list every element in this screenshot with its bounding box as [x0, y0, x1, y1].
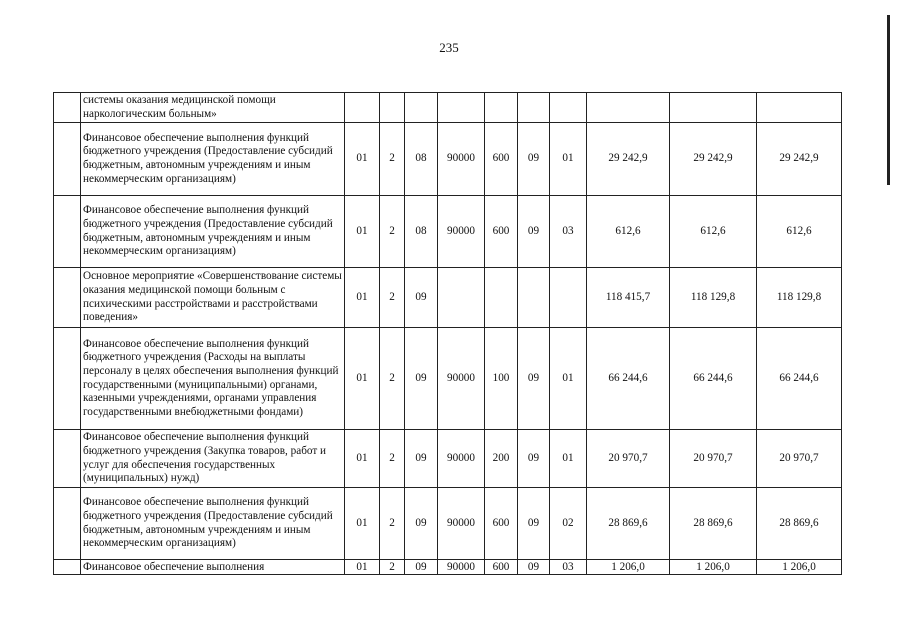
- code-cell: [438, 93, 485, 123]
- code-cell: 01: [345, 488, 380, 560]
- code-cell: [550, 93, 587, 123]
- amount-cell: [587, 93, 670, 123]
- scan-edge-mark: [887, 15, 890, 185]
- code-cell: 01: [345, 560, 380, 575]
- item-name-cell: Финансовое обеспечение выполнения функций бюджетного учреждения (Предоставление субсидий бюджетным, автономным учреждениям и иным некоммерческим организациям): [81, 123, 345, 196]
- code-cell: 90000: [438, 488, 485, 560]
- code-cell: 01: [345, 268, 380, 328]
- code-cell: 100: [485, 328, 518, 430]
- code-cell: 600: [485, 488, 518, 560]
- code-cell: 09: [405, 430, 438, 488]
- code-cell: 09: [518, 488, 550, 560]
- code-cell: 2: [380, 268, 405, 328]
- code-cell: 09: [518, 560, 550, 575]
- code-cell: 2: [380, 560, 405, 575]
- code-cell: 02: [550, 488, 587, 560]
- code-cell: 2: [380, 196, 405, 268]
- item-name-cell: Основное мероприятие «Совершенствование системы оказания медицинской помощи больным с психическими расстройствами и расстройствами поведения»: [81, 268, 345, 328]
- amount-cell: 66 244,6: [757, 328, 842, 430]
- code-cell: 09: [405, 560, 438, 575]
- budget-table: [53, 92, 842, 575]
- page-number: 235: [439, 40, 459, 55]
- amount-cell: 118 415,7: [587, 268, 670, 328]
- code-cell: [438, 268, 485, 328]
- amount-cell: 1 206,0: [670, 560, 757, 575]
- code-cell: [518, 268, 550, 328]
- amount-cell: 118 129,8: [670, 268, 757, 328]
- code-cell: 08: [405, 196, 438, 268]
- code-cell: 01: [345, 328, 380, 430]
- amount-cell: 1 206,0: [587, 560, 670, 575]
- code-cell: [405, 93, 438, 123]
- item-name-cell: Финансовое обеспечение выполнения функций бюджетного учреждения (Предоставление субсидий бюджетным, автономным учреждениям и иным некоммерческим организациям): [81, 488, 345, 560]
- amount-cell: 28 869,6: [587, 488, 670, 560]
- code-cell: 2: [380, 488, 405, 560]
- item-name-cell: Финансовое обеспечение выполнения функций бюджетного учреждения (Расходы на выплаты персоналу в целях обеспечения выполнения функций государственными (муниципальными) органами, казенными учреждениями, органами управления государственными внебюджетными фондами): [81, 328, 345, 430]
- code-cell: [485, 268, 518, 328]
- item-name-cell: Финансовое обеспечение выполнения функций бюджетного учреждения (Предоставление субсидий бюджетным, автономным учреждениям и иным некоммерческим организациям): [81, 196, 345, 268]
- amount-cell: 66 244,6: [587, 328, 670, 430]
- amount-cell: 29 242,9: [670, 123, 757, 196]
- code-cell: 03: [550, 560, 587, 575]
- amount-cell: 66 244,6: [670, 328, 757, 430]
- code-cell: [485, 93, 518, 123]
- code-cell: 09: [518, 430, 550, 488]
- code-cell: 90000: [438, 196, 485, 268]
- amount-cell: 612,6: [670, 196, 757, 268]
- code-cell: [345, 93, 380, 123]
- code-cell: 03: [550, 196, 587, 268]
- code-cell: 2: [380, 123, 405, 196]
- row-index-cell: [54, 430, 81, 488]
- code-cell: 09: [518, 123, 550, 196]
- code-cell: [380, 93, 405, 123]
- code-cell: 2: [380, 430, 405, 488]
- item-name-cell: Финансовое обеспечение выполнения функций бюджетного учреждения (Закупка товаров, работ и услуг для обеспечения государственных (муниципальных) нужд): [81, 430, 345, 488]
- code-cell: [550, 268, 587, 328]
- code-cell: 01: [550, 430, 587, 488]
- amount-cell: [757, 93, 842, 123]
- code-cell: 90000: [438, 328, 485, 430]
- row-index-cell: [54, 268, 81, 328]
- code-cell: 600: [485, 123, 518, 196]
- item-name-cell: системы оказания медицинской помощи наркологическим больным»: [81, 93, 345, 123]
- amount-cell: 612,6: [587, 196, 670, 268]
- code-cell: 09: [405, 328, 438, 430]
- row-index-cell: [54, 123, 81, 196]
- code-cell: 2: [380, 328, 405, 430]
- code-cell: 09: [518, 328, 550, 430]
- code-cell: 90000: [438, 560, 485, 575]
- amount-cell: 20 970,7: [587, 430, 670, 488]
- table-row: [54, 123, 842, 196]
- amount-cell: 29 242,9: [757, 123, 842, 196]
- table-row: [54, 560, 842, 575]
- code-cell: 09: [405, 488, 438, 560]
- amount-cell: 29 242,9: [587, 123, 670, 196]
- code-cell: 09: [405, 268, 438, 328]
- table-row: [54, 196, 842, 268]
- code-cell: 01: [345, 196, 380, 268]
- code-cell: 90000: [438, 430, 485, 488]
- code-cell: [518, 93, 550, 123]
- item-name-cell: Финансовое обеспечение выполнения: [81, 560, 345, 575]
- amount-cell: [670, 93, 757, 123]
- code-cell: 01: [550, 123, 587, 196]
- code-cell: 600: [485, 196, 518, 268]
- row-index-cell: [54, 93, 81, 123]
- code-cell: 09: [518, 196, 550, 268]
- amount-cell: 28 869,6: [757, 488, 842, 560]
- amount-cell: 28 869,6: [670, 488, 757, 560]
- table-row: [54, 268, 842, 328]
- code-cell: 600: [485, 560, 518, 575]
- amount-cell: 20 970,7: [670, 430, 757, 488]
- code-cell: 08: [405, 123, 438, 196]
- row-index-cell: [54, 328, 81, 430]
- code-cell: 200: [485, 430, 518, 488]
- table-row: [54, 328, 842, 430]
- amount-cell: 20 970,7: [757, 430, 842, 488]
- code-cell: 01: [345, 430, 380, 488]
- code-cell: 01: [345, 123, 380, 196]
- amount-cell: 118 129,8: [757, 268, 842, 328]
- table-row: [54, 430, 842, 488]
- amount-cell: 612,6: [757, 196, 842, 268]
- code-cell: 01: [550, 328, 587, 430]
- table-row: [54, 93, 842, 123]
- row-index-cell: [54, 196, 81, 268]
- row-index-cell: [54, 560, 81, 575]
- amount-cell: 1 206,0: [757, 560, 842, 575]
- row-index-cell: [54, 488, 81, 560]
- code-cell: 90000: [438, 123, 485, 196]
- table-row: [54, 488, 842, 560]
